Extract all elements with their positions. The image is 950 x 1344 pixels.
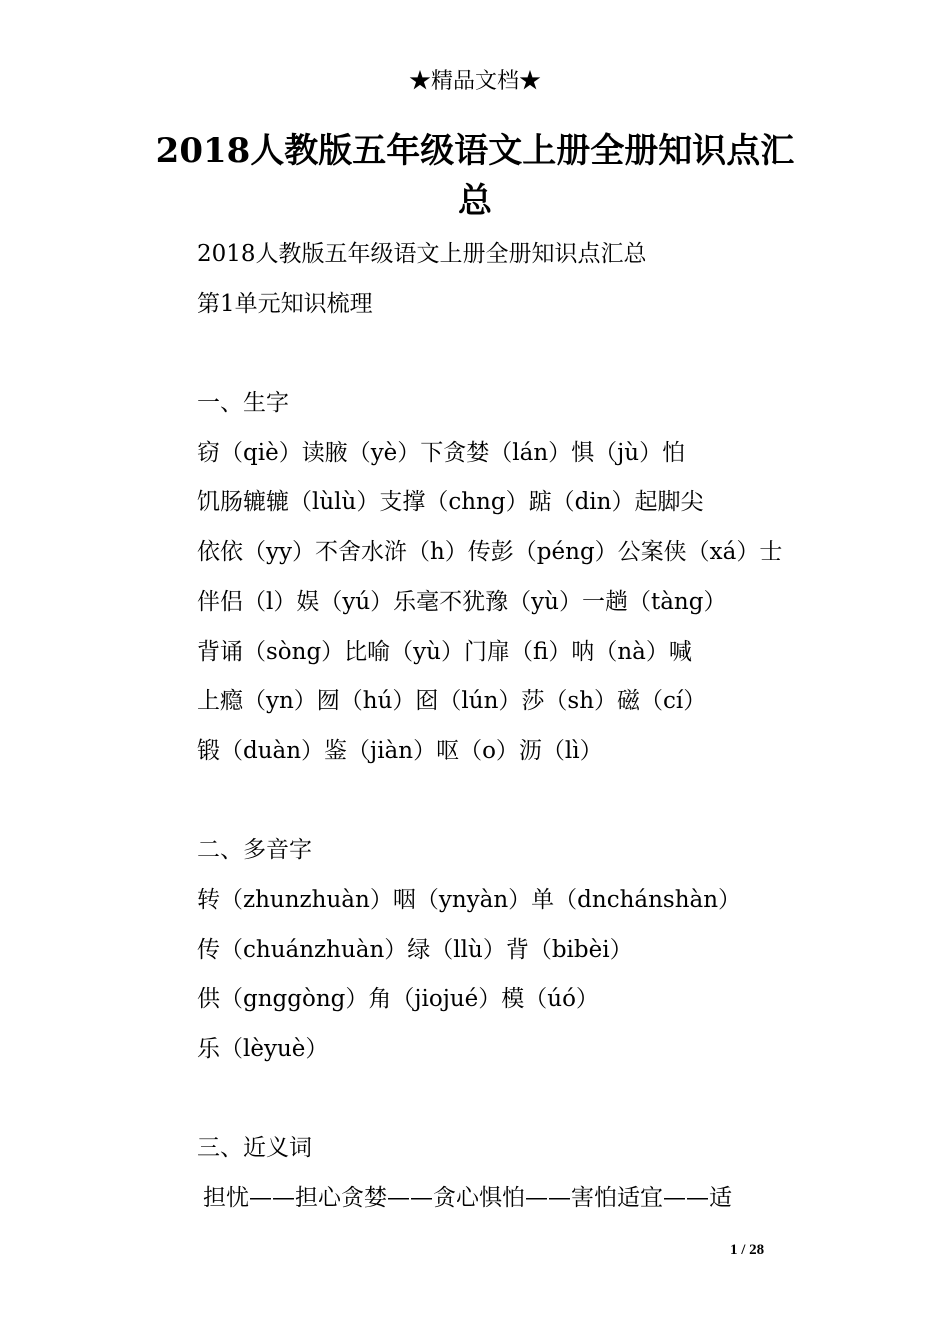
section-heading-new-characters: 一、生字: [197, 390, 289, 417]
text-line: 乐（lèyuè）: [197, 1036, 329, 1062]
section-heading-synonyms: 三、近义词: [197, 1135, 312, 1162]
page-header: ★精品文档★: [408, 69, 541, 94]
text-line: 饥肠辘辘（lùlù）支撑（chng）踮（din）起脚尖: [197, 489, 704, 516]
subtitle: 2018人教版五年级语文上册全册知识点汇总: [197, 241, 647, 267]
text-line: 依依（yy）不舍水浒（h）传彭（péng）公案侠（xá）士: [197, 539, 783, 566]
text-line: 传（chuánzhuàn）绿（llù）背（bibèi）: [197, 936, 633, 963]
section-heading-polyphones: 二、多音字: [197, 837, 312, 864]
text-line: 背诵（sòng）比喻（yù）门扉（fi）呐（nà）喊: [197, 638, 692, 665]
page-number: 1 / 28: [730, 1242, 765, 1258]
text-line: 担忧——担心贪婪——贪心惧怕——害怕适宜——适: [203, 1185, 732, 1212]
text-line: 供（gnggòng）角（jiojué）模（úó）: [197, 986, 599, 1013]
text-line: 伴侣（l）娱（yú）乐毫不犹豫（yù）一趟（tàng）: [197, 588, 727, 615]
text-line: 上瘾（yn）囫（hú）囵（lún）莎（sh）磁（cí）: [197, 688, 707, 715]
text-line: 转（zhunzhuàn）咽（ynyàn）单（dnchánshàn）: [197, 886, 742, 913]
text-line: 锻（duàn）鉴（jiàn）呕（o）沥（lì）: [197, 737, 603, 764]
document-body: [197, 230, 837, 1224]
unit-heading: 第1单元知识梳理: [197, 290, 373, 317]
document-title: 2018人教版五年级语文上册全册知识点汇总: [155, 131, 795, 221]
text-line: 窃（qiè）读腋（yè）下贪婪（lán）惧（jù）怕: [197, 439, 686, 466]
